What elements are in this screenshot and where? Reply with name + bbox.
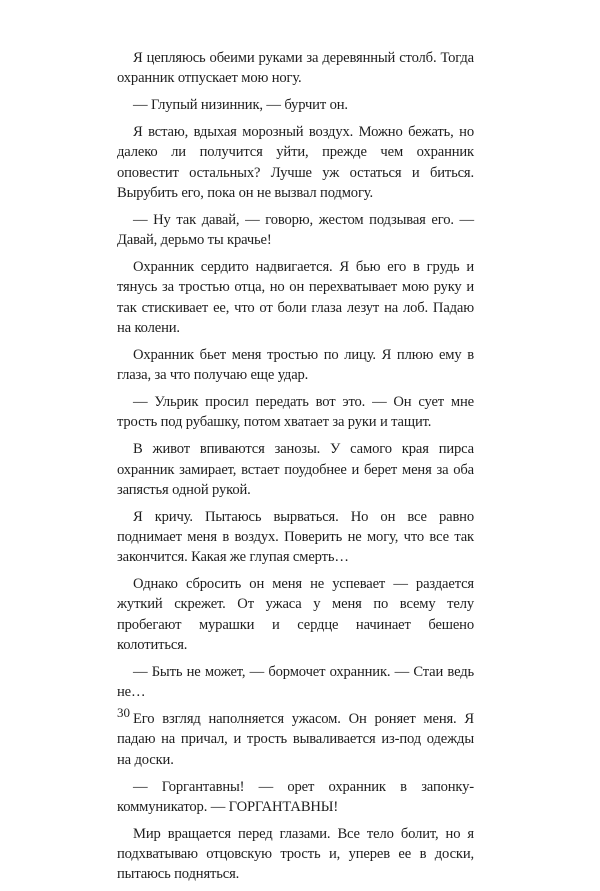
paragraph-4: — Ну так давай, — говорю, жестом подзывая его. — Давай, дерьмо ты крачье! [117, 211, 474, 249]
paragraph-9: Я кричу. Пытаюсь вырваться. Но он все равно поднимает меня в воздух. Поверить не могу, что все так закончится. Какая же глупая смерть… [117, 508, 474, 566]
paragraph-8: В живот впиваются занозы. У самого края пирса охранник замирает, встает поудобнее и берет меня за оба запястья одной рукой. [117, 441, 474, 498]
paragraph-3: Я встаю, вдыхая морозный воздух. Можно бежать, но далеко ли получится уйти, прежде чем охранник оповестит остальных? Лучше уж остаться и биться. Вырубить его, пока он не вызвал подмогу. [117, 124, 474, 201]
paragraph-12: Его взгляд наполняется ужасом. Он роняет меня. Я падаю на причал, и трость вываливается из-под одежды на доски. [117, 711, 474, 768]
paragraph-11: — Быть не может, — бормочет охранник. — Стаи ведь не… [117, 663, 474, 701]
paragraph-14: Мир вращается перед глазами. Все тело болит, но я подхватываю отцовскую трость и, уперев ее в доски, пытаюсь подняться. [117, 825, 474, 883]
paragraph-2: — Глупый низинник, — бурчит он. [133, 97, 348, 114]
page-number: 30 [117, 705, 130, 720]
paragraph-5: Охранник сердито надвигается. Я бью его в грудь и тянусь за тростью отца, но он перехватывает мою руку и так стискивает ее, что от боли глаза лезут на лоб. Падаю на колени. [117, 259, 474, 336]
body-text [117, 48, 474, 891]
paragraph-13: — Горгантавны! — орет охранник в запонку-коммуникатор. — ГОРГАНТАВНЫ! [117, 778, 474, 815]
paragraph-1: Я цепляюсь обеими руками за деревянный столб. Тогда охранник отпускает мою ногу. [117, 50, 474, 87]
paragraph-10: Однако сбросить он меня не успевает — раздается жуткий скрежет. От ужаса у меня по всему телу пробегают мурашки и сердце начинает бешено колотиться. [117, 576, 474, 654]
paragraph-7: — Ульрик просил передать вот это. — Он сует мне трость под рубашку, потом хватает за руки и тащит. [117, 394, 474, 431]
paragraph-6: Охранник бьет меня тростью по лицу. Я плюю ему в глаза, за что получаю еще удар. [117, 346, 474, 384]
